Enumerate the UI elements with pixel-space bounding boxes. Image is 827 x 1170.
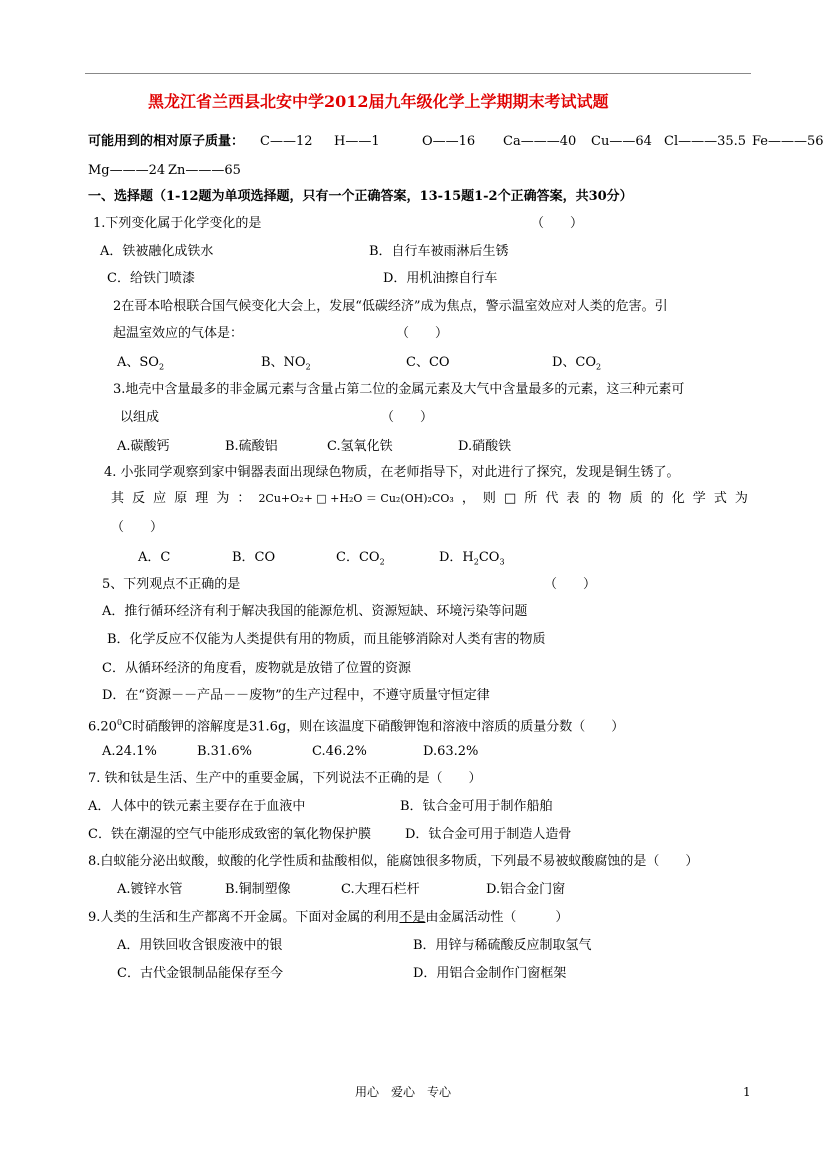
q1-paren: （ ） (531, 216, 584, 231)
q7-stem: 7. 铁和钛是生活、生产中的重要金属，下列说法不正确的是（ ） (88, 771, 482, 786)
q2-option-a: A、$SO_2$ (117, 355, 165, 372)
q1-option-c: C．给铁门喷漆 (107, 271, 195, 286)
q9-option-a: A．用铁回收含银废液中的银 (117, 938, 283, 953)
atomic-mass-mg: Mg———24 (88, 163, 166, 178)
atomic-mass-label: 可能用到的相对原子质量： (88, 134, 245, 149)
q6-option-c: C.46.2% (312, 744, 367, 759)
header-rule (85, 73, 751, 74)
q1-option-d: D．用机油擦自行车 (383, 271, 498, 286)
q6-option-b: B.31.6% (197, 744, 252, 759)
q9-stem: 9.人类的生活和生产都离不开金属。下面对金属的利用不是由金属活动性（ ） (88, 910, 569, 925)
q4-paren: （ ） (111, 520, 164, 535)
q5-paren: （ ） (544, 577, 597, 592)
q9-option-c: C．古代金银制品能保存至今 (117, 966, 283, 981)
q3-stem-line1: 3.地壳中含量最多的非金属元素与含量占第二位的金属元素及大气中含量最多的元素，这三种元素可 (113, 382, 685, 397)
q4-option-b: B．CO (232, 550, 276, 565)
q2-stem-line1: 2在哥本哈根联合国气候变化大会上，发展“低碳经济”成为焦点，警示温室效应对人类的危害。引 (113, 299, 668, 314)
q4-stem-line1: 4. 小张同学观察到家中铜器表面出现绿色物质，在老师指导下，对此进行了探究，发现是铜生锈了。 (104, 465, 680, 480)
atomic-mass-zn: Zn———65 (168, 163, 241, 178)
q8-option-d: D.铝合金门窗 (486, 882, 566, 897)
atomic-mass-c: C——12 (260, 134, 313, 149)
q4-stem-line2: 其 反 应 原 理 为 ： 2Cu+O₂+ □ +H₂O ＝ Cu₂(OH)₂CO₃ ， 则 □ 所 代 表 的 物 质 的 化 学 式 为 (111, 491, 748, 506)
q4-equation: 2Cu+O₂+ □ +H₂O ＝ Cu₂(OH)₂CO₃ (258, 492, 454, 505)
q8-stem: 8.白蚁能分泌出蚁酸，蚁酸的化学性质和盐酸相似，能腐蚀很多物质，下列最不易被蚁酸腐蚀的是（ ） (88, 854, 699, 869)
q6-option-a: A.24.1% (102, 744, 157, 759)
atomic-mass-fe: Fe———56 (752, 134, 824, 149)
q3-option-c: C.氢氧化铁 (327, 439, 393, 454)
q7-option-c: C．铁在潮湿的空气中能形成致密的氧化物保护膜 (88, 827, 371, 842)
q2-option-d: D、$CO_2$ (552, 355, 602, 372)
atomic-mass-o: O——16 (422, 134, 476, 149)
q8-option-a: A.镀锌水管 (117, 882, 183, 897)
q2-paren: （ ） (396, 326, 449, 341)
q5-option-b: B．化学反应不仅能为人类提供有用的物质，而且能够消除对人类有害的物质 (107, 632, 546, 647)
q2-option-c: C、CO (406, 355, 450, 370)
q5-stem: 5、下列观点不正确的是 (102, 577, 241, 592)
atomic-mass-cu: Cu——64 (591, 134, 652, 149)
q3-option-d: D.硝酸铁 (458, 439, 512, 454)
q9-option-d: D．用铝合金制作门窗框架 (413, 966, 567, 981)
section-heading: 一、选择题（1-12题为单项选择题，只有一个正确答案，13-15题1-2个正确答案，共30分） (88, 189, 633, 204)
q2-stem-line2: 起温室效应的气体是： (113, 326, 244, 341)
q4-option-d: D．$H_2CO_3$ (439, 550, 505, 567)
q9-option-b: B．用锌与稀硫酸反应制取氢气 (413, 938, 592, 953)
q1-option-a: A．铁被融化成铁水 (100, 244, 214, 259)
q3-option-a: A.碳酸钙 (117, 439, 170, 454)
atomic-mass-cl: Cl———35.5 (664, 134, 747, 149)
q3-stem-line2: 以组成 (120, 410, 160, 425)
q4-option-a: A．C (138, 550, 171, 565)
q6-option-d: D.63.2% (423, 744, 479, 759)
q3-option-b: B.硫酸铝 (225, 439, 278, 454)
q1-option-b: B．自行车被雨淋后生锈 (369, 244, 509, 259)
q1-stem: 1.下列变化属于化学变化的是 (93, 216, 262, 231)
page-number: 1 (743, 1085, 751, 1099)
page-footer: 用心 爱心 专心 (355, 1085, 452, 1099)
q7-option-b: B．钛合金可用于制作船舶 (400, 799, 553, 814)
q7-option-a: A．人体中的铁元素主要存在于血液中 (88, 799, 306, 814)
q4-option-c: C．$CO_2$ (336, 550, 385, 567)
q5-option-c: C．从循环经济的角度看，废物就是放错了位置的资源 (102, 661, 411, 676)
q8-option-c: C.大理石栏杆 (341, 882, 420, 897)
q5-option-d: D．在“资源－－产品－－废物”的生产过程中，不遵守质量守恒定律 (102, 688, 490, 703)
q2-option-b: B、$NO_2$ (261, 355, 311, 372)
page-title: 黑龙江省兰西县北安中学2012届九年级化学上学期期末考试试题 (148, 92, 609, 111)
q8-option-b: B.铜制塑像 (225, 882, 291, 897)
q5-option-a: A．推行循环经济有利于解决我国的能源危机、资源短缺、环境污染等问题 (102, 604, 528, 619)
q3-paren: （ ） (381, 410, 434, 425)
atomic-mass-h: H——1 (334, 134, 380, 149)
q7-option-d: D．钛合金可用于制造人造骨 (405, 827, 572, 842)
atomic-mass-ca: Ca———40 (503, 134, 577, 149)
q6-stem: 6.20$^0$C时硝酸钾的溶解度是31.6g，则在该温度下硝酸钾饱和溶液中溶质的质量分数（ ） (88, 718, 625, 735)
